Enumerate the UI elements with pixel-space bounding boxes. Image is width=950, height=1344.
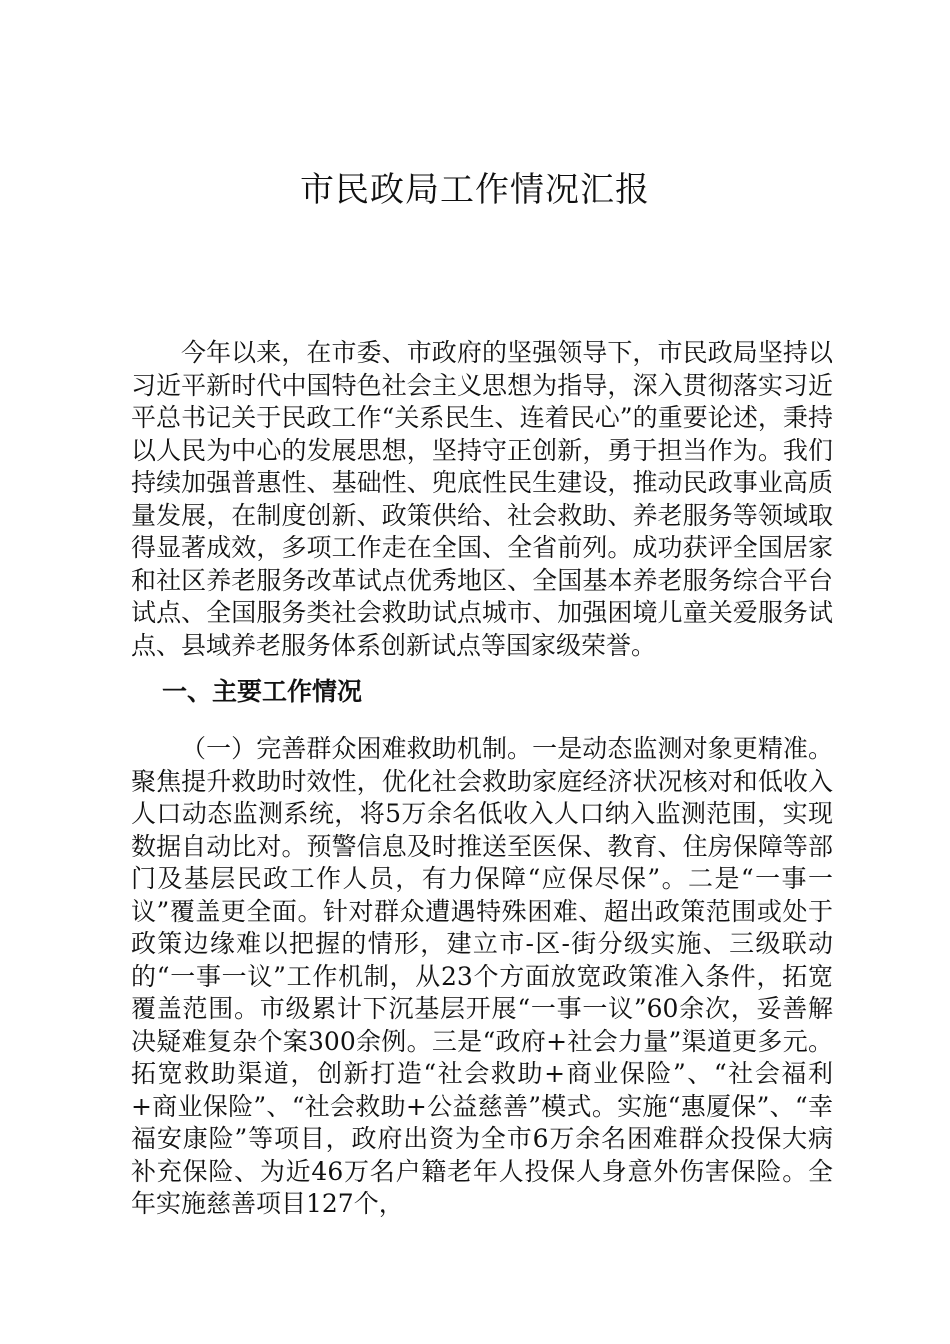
document-title: 市民政局工作情况汇报 — [300, 170, 650, 210]
intro-paragraph-block — [131, 337, 833, 662]
section-heading: 一、主要工作情况 — [162, 677, 363, 706]
intro-paragraph: 今年以来，在市委、市政府的坚强领导下，市民政局坚持以习近平新时代中国特色社会主义思想为指导，深入贯彻落实习近平总书记关于民政工作“关系民生、连着民心”的重要论述，秉持以人民为中心的发展思想，坚持守正创新，勇于担当作为。我们持续加强普惠性、基础性、兜底性民生建设，推动民政事业高质量发展，在制度创新、政策供给、社会救助、养老服务等领域取得显著成效，多项工作走在全国、全省前列。成功获评全国居家和社区养老服务改革试点优秀地区、全国基本养老服务综合平台试点、全国服务类社会救助试点城市、加强困境儿童关爱服务试点、县域养老服务体系创新试点等国家级荣誉。 — [131, 338, 833, 660]
section-paragraph: （一）完善群众困难救助机制。一是动态监测对象更精准。聚焦提升救助时效性，优化社会救助家庭经济状况核对和低收入人口动态监测系统，将5万余名低收入人口纳入监测范围，实现数据自动比对。预警信息及时推送至医保、教育、住房保障等部门及基层民政工作人员，有力保障“应保尽保”。二是“一事一议”覆盖更全面。针对群众遭遇特殊困难、超出政策范围或处于政策边缘难以把握的情形，建立市-区-街分级实施、三级联动的“一事一议”工作机制，从23个方面放宽政策准入条件，拓宽覆盖范围。市级累计下沉基层开展“一事一议”60余次，妥善解决疑难复杂个案300余例。三是“政府+社会力量”渠道更多元。拓宽救助渠道，创新打造“社会救助+商业保险”、“社会福利+商业保险”、“社会救助+公益慈善”模式。实施“惠厦保”、“幸福安康险”等项目，政府出资为全市6万余名困难群众投保大病补充保险、为近46万名户籍老年人投保人身意外伤害保险。全年实施慈善项目127个， — [131, 734, 833, 1218]
section-paragraph-block — [131, 733, 833, 1221]
